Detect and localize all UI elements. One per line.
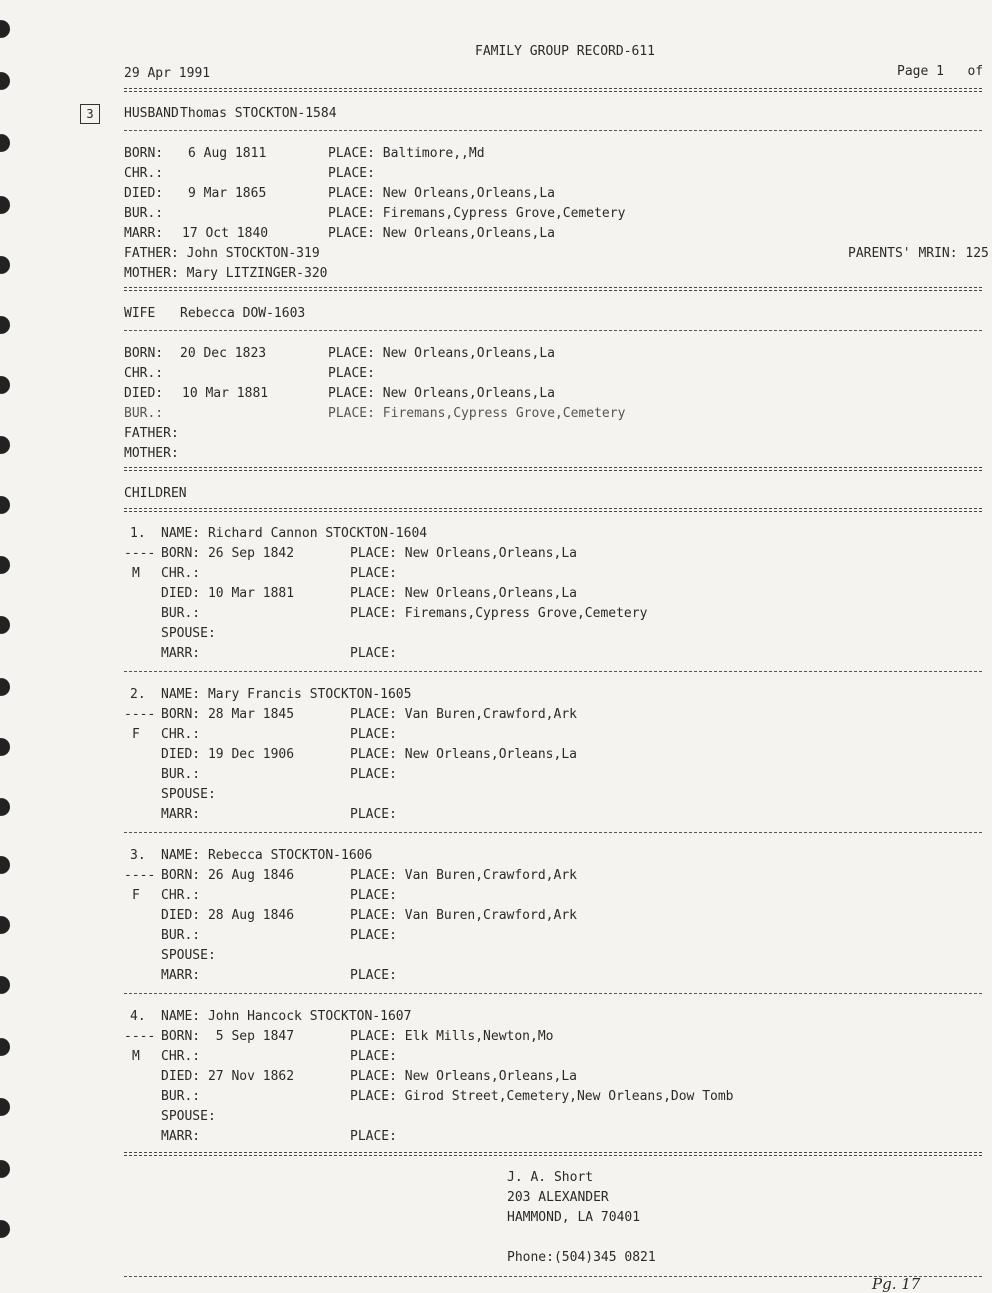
child-sex: M (132, 1049, 140, 1064)
child-spouse: SPOUSE: (161, 787, 216, 802)
bur-label: BUR.: (124, 406, 164, 421)
child-dash: ---- (124, 1029, 156, 1044)
child-born-place: PLACE: Van Buren,Crawford,Ark (350, 868, 577, 883)
bur-place: PLACE: Firemans,Cypress Grove,Cemetery (328, 406, 626, 421)
children-heading: CHILDREN (124, 486, 187, 501)
child-marr: MARR: (161, 1129, 201, 1144)
child-born: BORN: 5 Sep 1847 (161, 1029, 295, 1044)
binder-hole (0, 798, 10, 816)
child-dash: ---- (124, 868, 156, 883)
double-rule (124, 508, 982, 512)
double-rule (124, 1152, 982, 1156)
child-bur: BUR.: (161, 928, 201, 943)
child-spouse: SPOUSE: (161, 948, 216, 963)
child-died: DIED: 19 Dec 1906 (161, 747, 295, 762)
binder-hole (0, 616, 10, 634)
child-bur: BUR.: (161, 767, 201, 782)
born-label: BORN: (124, 346, 164, 361)
child-bur: BUR.: (161, 606, 201, 621)
child-name: NAME: Richard Cannon STOCKTON-1604 (161, 526, 428, 541)
child-died: DIED: 27 Nov 1862 (161, 1069, 295, 1084)
born-label: BORN: (124, 146, 164, 161)
chr-label: CHR.: (124, 166, 164, 181)
child-died: DIED: 10 Mar 1881 (161, 586, 295, 601)
child-name: NAME: John Hancock STOCKTON-1607 (161, 1009, 412, 1024)
single-rule (124, 330, 982, 331)
child-born: BORN: 28 Mar 1845 (161, 707, 295, 722)
binder-hole (0, 316, 10, 334)
chr-place: PLACE: (328, 366, 375, 381)
child-born-place: PLACE: Van Buren,Crawford,Ark (350, 707, 577, 722)
print-date: 29 Apr 1991 (124, 66, 211, 81)
child-chr-place: PLACE: (350, 888, 397, 903)
binder-hole (0, 1220, 10, 1238)
address-line-1: 203 ALEXANDER (507, 1190, 609, 1205)
wife-name: Rebecca DOW-1603 (180, 306, 306, 321)
child-bur: BUR.: (161, 1089, 201, 1104)
child-sex: M (132, 566, 140, 581)
child-bur-place: PLACE: Firemans,Cypress Grove,Cemetery (350, 606, 648, 621)
binder-hole (0, 72, 10, 90)
child-chr: CHR.: (161, 566, 201, 581)
died-place: PLACE: New Orleans,Orleans,La (328, 186, 555, 201)
child-marr: MARR: (161, 807, 201, 822)
child-marr: MARR: (161, 968, 201, 983)
address-line-2: HAMMOND, LA 70401 (507, 1210, 641, 1225)
binder-hole (0, 556, 10, 574)
single-rule (124, 130, 982, 131)
marr-label: MARR: (124, 226, 164, 241)
child-number: 4. (130, 1009, 146, 1024)
child-number: 1. (130, 526, 146, 541)
binder-hole (0, 496, 10, 514)
child-born: BORN: 26 Aug 1846 (161, 868, 295, 883)
child-died-place: PLACE: New Orleans,Orleans,La (350, 747, 577, 762)
child-died: DIED: 28 Aug 1846 (161, 908, 295, 923)
child-born: BORN: 26 Sep 1842 (161, 546, 295, 561)
record-title: FAMILY GROUP RECORD-611 (475, 44, 656, 59)
binder-hole (0, 376, 10, 394)
binder-hole (0, 196, 10, 214)
child-spouse: SPOUSE: (161, 626, 216, 641)
child-dash: ---- (124, 546, 156, 561)
child-chr: CHR.: (161, 1049, 201, 1064)
child-dash: ---- (124, 707, 156, 722)
child-died-place: PLACE: New Orleans,Orleans,La (350, 586, 577, 601)
child-marr-place: PLACE: (350, 646, 397, 661)
single-rule (124, 671, 982, 672)
child-born-place: PLACE: New Orleans,Orleans,La (350, 546, 577, 561)
binder-hole (0, 1038, 10, 1056)
single-rule (124, 1276, 982, 1277)
child-died-place: PLACE: New Orleans,Orleans,La (350, 1069, 577, 1084)
double-rule (124, 467, 982, 471)
bur-place: PLACE: Firemans,Cypress Grove,Cemetery (328, 206, 626, 221)
child-chr-place: PLACE: (350, 566, 397, 581)
child-sex: F (132, 888, 140, 903)
child-number: 2. (130, 687, 146, 702)
child-name: NAME: Rebecca STOCKTON-1606 (161, 848, 373, 863)
section-number-box: 3 (80, 104, 100, 124)
binder-hole (0, 436, 10, 454)
bur-label: BUR.: (124, 206, 164, 221)
child-number: 3. (130, 848, 146, 863)
double-rule (124, 88, 982, 92)
born-place: PLACE: New Orleans,Orleans,La (328, 346, 555, 361)
single-rule (124, 993, 982, 994)
binder-hole (0, 976, 10, 994)
double-rule (124, 287, 982, 291)
child-marr-place: PLACE: (350, 807, 397, 822)
binder-hole (0, 1098, 10, 1116)
died-date: 9 Mar 1865 (188, 186, 267, 201)
child-chr: CHR.: (161, 727, 201, 742)
child-died-place: PLACE: Van Buren,Crawford,Ark (350, 908, 577, 923)
binder-hole (0, 856, 10, 874)
died-date: 10 Mar 1881 (182, 386, 269, 401)
child-marr-place: PLACE: (350, 968, 397, 983)
child-marr: MARR: (161, 646, 201, 661)
wife-label: WIFE (124, 306, 156, 321)
father: FATHER: (124, 426, 179, 441)
chr-label: CHR.: (124, 366, 164, 381)
handwritten-page-note: Pg. 17 (872, 1275, 921, 1293)
child-name: NAME: Mary Francis STOCKTON-1605 (161, 687, 412, 702)
binder-hole (0, 134, 10, 152)
child-spouse: SPOUSE: (161, 1109, 216, 1124)
child-bur-place: PLACE: (350, 767, 397, 782)
binder-hole (0, 1160, 10, 1178)
chr-place: PLACE: (328, 166, 375, 181)
mother: MOTHER: Mary LITZINGER-320 (124, 266, 328, 281)
child-bur-place: PLACE: Girod Street,Cemetery,New Orleans,Dow Tomb (350, 1089, 734, 1104)
child-chr-place: PLACE: (350, 1049, 397, 1064)
child-chr: CHR.: (161, 888, 201, 903)
binder-hole (0, 256, 10, 274)
died-label: DIED: (124, 186, 164, 201)
parents-mrin: PARENTS' MRIN: 125 (848, 246, 989, 261)
born-date: 20 Dec 1823 (180, 346, 267, 361)
page-number: Page 1 of (897, 64, 984, 79)
father: FATHER: John STOCKTON-319 (124, 246, 320, 261)
binder-hole (0, 738, 10, 756)
binder-hole (0, 916, 10, 934)
died-label: DIED: (124, 386, 164, 401)
child-bur-place: PLACE: (350, 928, 397, 943)
marr-date: 17 Oct 1840 (182, 226, 269, 241)
husband-label: HUSBAND (124, 106, 179, 121)
born-date: 6 Aug 1811 (188, 146, 267, 161)
husband-name: Thomas STOCKTON-1584 (180, 106, 337, 121)
child-chr-place: PLACE: (350, 727, 397, 742)
born-place: PLACE: Baltimore,,Md (328, 146, 485, 161)
single-rule (124, 832, 982, 833)
binder-hole (0, 678, 10, 696)
binder-hole (0, 20, 10, 38)
preparer-name: J. A. Short (507, 1170, 594, 1185)
marr-place: PLACE: New Orleans,Orleans,La (328, 226, 555, 241)
mother: MOTHER: (124, 446, 179, 461)
child-born-place: PLACE: Elk Mills,Newton,Mo (350, 1029, 554, 1044)
phone: Phone:(504)345 0821 (507, 1250, 656, 1265)
child-marr-place: PLACE: (350, 1129, 397, 1144)
child-sex: F (132, 727, 140, 742)
died-place: PLACE: New Orleans,Orleans,La (328, 386, 555, 401)
